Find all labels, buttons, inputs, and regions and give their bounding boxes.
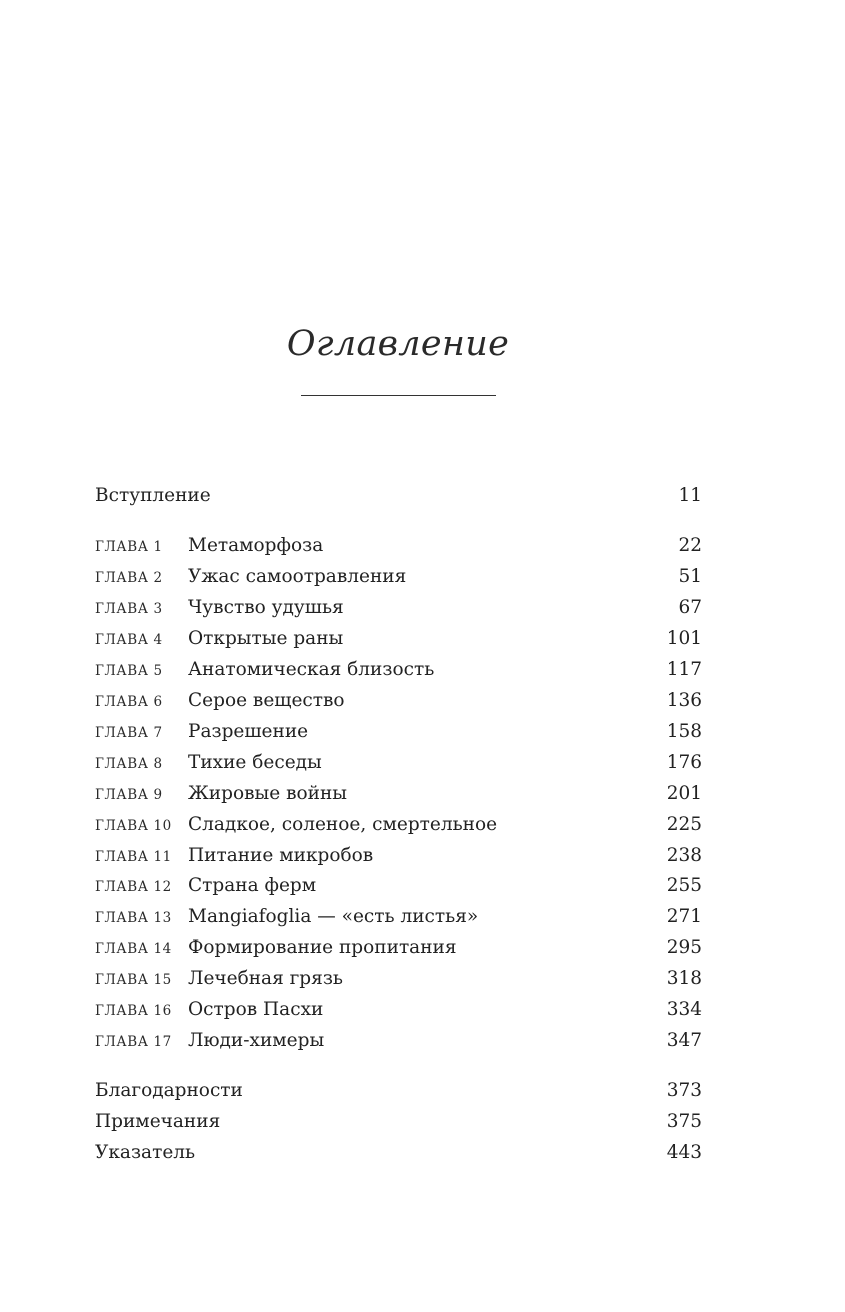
chapter-page: 158 — [666, 721, 702, 742]
toc-entry-introduction[interactable] — [95, 484, 702, 508]
chapter-number: ГЛАВА 9 — [95, 787, 163, 803]
chapter-title: Ужас самоотравления — [188, 566, 407, 587]
chapter-title: Метаморфоза — [188, 535, 324, 556]
chapter-number: ГЛАВА 7 — [95, 725, 163, 741]
toc-chapter-17[interactable] — [95, 1029, 702, 1053]
toc-entry-notes[interactable] — [95, 1110, 702, 1134]
title-divider — [301, 395, 496, 396]
chapter-title: Остров Пасхи — [188, 999, 324, 1020]
chapter-number: ГЛАВА 3 — [95, 601, 163, 617]
chapter-page: 101 — [666, 628, 702, 649]
toc-chapter-5[interactable] — [95, 658, 702, 682]
toc-entry-page: 375 — [666, 1111, 702, 1132]
toc-chapter-4[interactable] — [95, 627, 702, 651]
chapter-number: ГЛАВА 11 — [95, 849, 172, 865]
chapter-title: Жировые войны — [188, 783, 348, 804]
chapter-number: ГЛАВА 10 — [95, 818, 172, 834]
chapter-number: ГЛАВА 15 — [95, 972, 172, 988]
toc-chapter-11[interactable] — [95, 844, 702, 868]
chapter-page: 117 — [666, 659, 702, 680]
chapter-number: ГЛАВА 4 — [95, 632, 163, 648]
chapter-page: 176 — [666, 752, 702, 773]
chapter-page: 22 — [678, 535, 702, 556]
chapter-number: ГЛАВА 1 — [95, 539, 163, 555]
chapter-title: Тихие беседы — [188, 752, 322, 773]
chapter-page: 318 — [666, 968, 702, 989]
chapter-page: 225 — [666, 814, 702, 835]
chapter-number: ГЛАВА 12 — [95, 879, 172, 895]
toc-entry-label: Указатель — [95, 1142, 196, 1163]
chapter-title: Страна ферм — [188, 875, 317, 896]
chapter-page: 271 — [666, 906, 702, 927]
toc-chapter-10[interactable] — [95, 813, 702, 837]
chapter-page: 255 — [666, 875, 702, 896]
toc-chapter-13[interactable] — [95, 905, 702, 929]
toc-entry-page: 373 — [666, 1080, 702, 1101]
toc-entry-label: Примечания — [95, 1111, 221, 1132]
toc-chapter-16[interactable] — [95, 998, 702, 1022]
chapter-page: 295 — [666, 937, 702, 958]
toc-chapter-15[interactable] — [95, 967, 702, 991]
chapter-number: ГЛАВА 14 — [95, 941, 172, 957]
toc-chapter-7[interactable] — [95, 720, 702, 744]
toc-entry-label: Вступление — [95, 485, 211, 506]
chapter-title: Чувство удушья — [188, 597, 344, 618]
chapter-number: ГЛАВА 8 — [95, 756, 163, 772]
chapter-title: Mangiafoglia — «есть листья» — [188, 906, 479, 927]
toc-chapter-12[interactable] — [95, 874, 702, 898]
toc-chapter-1[interactable] — [95, 534, 702, 558]
chapter-title: Сладкое, соленое, смертельное — [188, 814, 498, 835]
chapter-page: 51 — [678, 566, 702, 587]
toc-entry-acknowledgements[interactable] — [95, 1079, 702, 1103]
chapter-title: Разрешение — [188, 721, 309, 742]
chapter-page: 136 — [666, 690, 702, 711]
chapter-number: ГЛАВА 16 — [95, 1003, 172, 1019]
toc-chapter-3[interactable] — [95, 596, 702, 620]
chapter-page: 238 — [666, 845, 702, 866]
chapter-title: Лечебная грязь — [188, 968, 343, 989]
page-title: Оглавление — [286, 324, 510, 364]
chapter-title: Анатомическая близость — [188, 659, 435, 680]
chapter-number: ГЛАВА 2 — [95, 570, 163, 586]
chapter-title: Формирование пропитания — [188, 937, 457, 958]
chapter-number: ГЛАВА 6 — [95, 694, 163, 710]
toc-entry-page: 443 — [666, 1142, 702, 1163]
chapter-page: 201 — [666, 783, 702, 804]
chapter-page: 334 — [666, 999, 702, 1020]
chapter-number: ГЛАВА 13 — [95, 910, 172, 926]
toc-entry-page: 11 — [678, 485, 702, 506]
chapter-page: 347 — [666, 1030, 702, 1051]
toc-chapter-6[interactable] — [95, 689, 702, 713]
chapter-title: Питание микробов — [188, 845, 374, 866]
chapter-page: 67 — [678, 597, 702, 618]
toc-entry-label: Благодарности — [95, 1080, 243, 1101]
toc-chapter-8[interactable] — [95, 751, 702, 775]
toc-chapter-2[interactable] — [95, 565, 702, 589]
chapter-title: Люди-химеры — [188, 1030, 325, 1051]
chapter-number: ГЛАВА 5 — [95, 663, 163, 679]
chapter-number: ГЛАВА 17 — [95, 1034, 172, 1050]
chapter-title: Серое вещество — [188, 690, 345, 711]
toc-entry-index[interactable] — [95, 1141, 702, 1165]
toc-chapter-9[interactable] — [95, 782, 702, 806]
toc-chapter-14[interactable] — [95, 936, 702, 960]
chapter-title: Открытые раны — [188, 628, 344, 649]
